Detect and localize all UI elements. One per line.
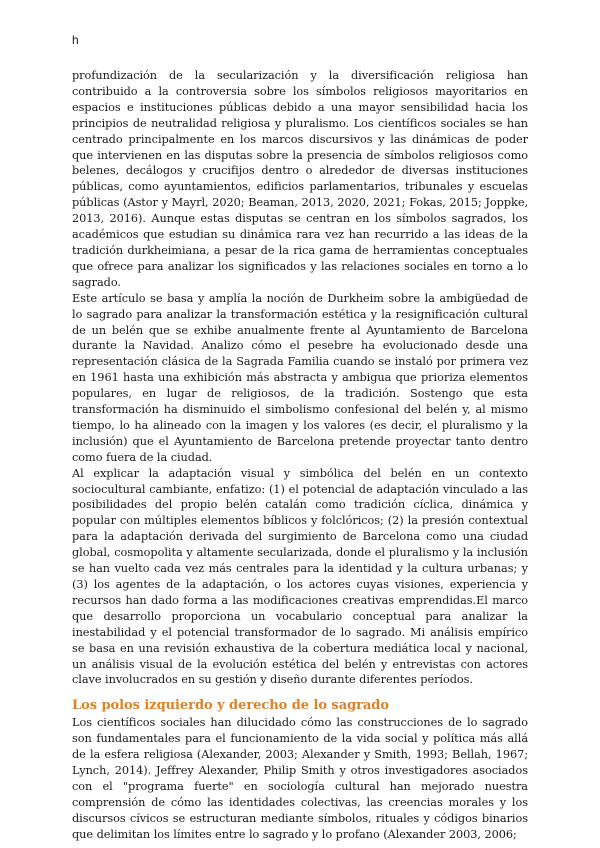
section-title: Los polos izquierdo y derecho de lo sagrado bbox=[72, 698, 389, 714]
paragraph-secularization: profundización de la secularización y la diversificación religiosa han contribuido a la controversia sobre los símbolos religiosos mayoritarios en espacios e instituciones públicas debido a una mayor sensibilidad hacia los principios de neutralidad religiosa y pluralismo. Los científicos sociales se han centrado principalmente en los marcos discursivos y las dinámicas de poder que intervienen en las disputas sobre la presencia de símbolos religiosos como belenes, decálogos y crucifijos dentro o alrededor de diversas instituciones públicas, como ayuntamientos, edificios parlamentarios, tribunales y escuelas públicas (Astor y Mayrl, 2020; Beaman, 2013, 2020, 2021; Fokas, 2015; Joppke, 2013, 2016). Aunque estas disputas se centran en los símbolos sagrados, los académicos que estudian su dinámica rara vez han recurrido a las ideas de la tradición durkheimiana, a pesar de la rica gama de herramientas conceptuales que ofrece para analizar los significados y las relaciones sociales en torno a lo sagrado. bbox=[72, 69, 528, 289]
paragraph-sacred-construction: Los científicos sociales han dilucidado cómo las construcciones de lo sagrado son fundamentales para el funcionamiento de la vida social y política más allá de la esfera religiosa (Alexander, 2003; Alexander y Smith, 1993; Bellah, 1967; Lynch, 2014). Jeffrey Alexander, Philip Smith y otros investigadores asociados con el "programa fuerte" en sociología cultural han mejorado nuestra comprensión de cómo las identidades colectivas, las creencias morales y los discursos cívicos se estructuran mediante símbolos, rituales y códigos binarios que delimitan los límites entre lo sagrado y lo profano (Alexander 2003, 2006; bbox=[72, 716, 528, 841]
header-mark: h bbox=[72, 33, 79, 47]
paragraph-durkheim-belen: Este artículo se basa y amplía la noción de Durkheim sobre la ambigüedad de lo sagrado para analizar la transformación estética y la resignificación cultural de un belén que se exhibe anualmente frente al Ayuntamiento de Barcelona durante la Navidad. Analizo cómo el pesebre ha evolucionado desde una representación clásica de la Sagrada Familia cuando se instaló por primera vez en 1961 hasta una exhibición más abstracta y ambigua que prioriza elementos populares, en lugar de religiosos, de la tradición. Sostengo que esta transformación ha disminuido el simbolismo confesional del belén y, al mismo tiempo, lo ha alineado con la imagen y los valores (es decir, el pluralismo y la inclusión) que el Ayuntamiento de Barcelona pretende proyectar tanto dentro como fuera de la ciudad. bbox=[72, 291, 528, 464]
article-body bbox=[72, 68, 528, 843]
paragraph-adaptation: Al explicar la adaptación visual y simbólica del belén en un contexto sociocultural cambiante, enfatizo: (1) el potencial de adaptación vinculado a las posibilidades del propio belén catalán como tradición cíclica, dinámica y popular con múltiples elementos bíblicos y folclóricos; (2) la presión contextual para la adaptación derivada del surgimiento de Barcelona como una ciudad global, cosmopolita y altamente secularizada, donde el pluralismo y la inclusión se han vuelto cada vez más centrales para la identidad y la cultura urbanas; y (3) los agentes de la adaptación, o los actores cuyas visiones, experiencia y recursos han dado forma a las modificaciones creativas emprendidas.El marco que desarrollo proporciona un vocabulario conceptual para analizar la inestabilidad y el potencial transformador de lo sagrado. Mi análisis empírico se basa en una revisión exhaustiva de la cobertura mediática local y nacional, un análisis visual de la evolución estética del belén y entrevistas con actores clave involucrados en su gestión y diseño durante diferentes períodos. bbox=[72, 466, 528, 687]
